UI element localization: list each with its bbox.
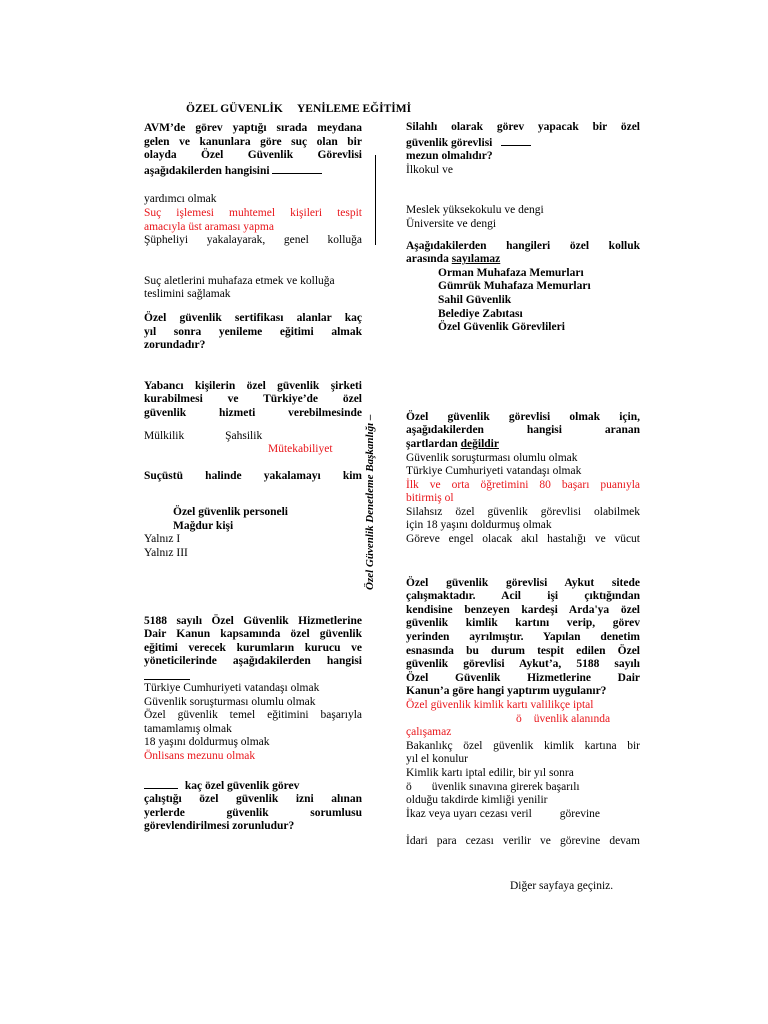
option: ö üvenlik sınavına girerek başarılı [406, 780, 580, 793]
column-divider-top [375, 155, 376, 245]
option: Güvenlik soruşturması olumlu olmak [144, 695, 316, 708]
question-line: yıl sonra yenileme eğitimi almak [144, 325, 362, 338]
option: Göreve engel olacak akıl hastalığı ve vücut [406, 533, 640, 546]
question-line: güvenlik görevlisi [406, 135, 640, 151]
question-line: Silahlı olarak görev yapacak bir özel [406, 121, 640, 133]
question-line: Dair Kanun kapsamında özel güvenlik [144, 628, 362, 641]
option: İkaz veya uyarı cezası veril görevine [406, 807, 601, 820]
option-answer: amacıyla üst araması yapma [144, 220, 274, 233]
question-line: Yabancı kişilerin özel güvenlik şirketi [144, 379, 362, 392]
option-answer: ö üvenlik alanında [516, 712, 611, 725]
list-item: Sahil Güvenlik [438, 293, 512, 306]
question-line: Özel güvenlik görevlisi Aykut sitede [406, 576, 640, 589]
left-column [144, 122, 362, 834]
option: Meslek yüksekokulu ve dengi [406, 204, 544, 217]
option: Özel güvenlik personeli [173, 506, 288, 519]
question-line: Özel güvenlik sertifikası alanlar kaç [144, 311, 362, 324]
option-answer: İlk ve orta öğretimini 80 başarı puanıyla [406, 478, 640, 491]
option-answer: Suç işlemesi muhtemel kişileri tespit [144, 206, 362, 219]
question-line: aşağıdakilerden hangisi aranan [406, 424, 640, 437]
answer-blank [144, 778, 178, 789]
option: için 18 yaşını doldurmuş olmak [406, 519, 552, 532]
right-q3 [406, 411, 640, 547]
question-line: AVM’de görev yaptığı sırada meydana [144, 122, 362, 134]
question-line: Kanun’a göre hangi yaptırım uygulanır? [406, 685, 607, 698]
option: olduğu takdirde kimliği yenilir [406, 794, 548, 807]
question-line: kendisine benzeyen kardeşi Arda'ya özel [406, 603, 640, 616]
question-line: yöneticilerinde aşağıdakilerden hangisi [144, 655, 362, 668]
question-line: yerinden ayrılmıştır. Yapılan denetim [406, 631, 640, 644]
left-q2 [144, 312, 362, 353]
answer-blank [272, 163, 322, 174]
left-q4 [144, 470, 362, 561]
title-right: YENİLEME EĞİTİMİ [297, 103, 412, 115]
blank-line [144, 669, 362, 682]
right-q4 [406, 577, 640, 849]
question-line: mezun olmalıdır? [406, 150, 493, 163]
option: İdari para cezası verilir ve görevine devam [406, 835, 640, 848]
question-line: arasında sayılamaz [406, 253, 501, 266]
list-item: Orman Muhafaza Memurları [438, 266, 584, 279]
option-answer: bitirmiş ol [406, 492, 454, 505]
list-item: Belediye Zabıtası [438, 307, 523, 320]
option: Mağdur kişi [173, 519, 234, 532]
right-q2 [406, 240, 640, 335]
option-answer: çalışamaz [406, 726, 452, 739]
question-line: aşağıdakilerden hangisini [144, 163, 362, 179]
question-line: gelen ve kanunlara göre suç olan bir [144, 135, 362, 148]
option-row [144, 430, 362, 444]
question-line: güvenlik hizmeti verebilmesinde [144, 406, 362, 419]
question-line: kaç özel güvenlik görev [144, 778, 362, 794]
question-line: Özel güvenlik görevlisi olmak için, [406, 410, 640, 423]
option: Silahsız özel güvenlik görevlisi olabilmek [406, 505, 640, 518]
question-line: güvenlik kimlik kartını verip, görev [406, 617, 640, 630]
option: Mülkilik [144, 429, 185, 442]
question-line: çalışmaktadır. Acil işi çıktığından [406, 590, 640, 603]
question-line: yerlerde güvenlik sorumlusu [144, 806, 362, 819]
option: Güvenlik soruşturması olumlu olmak [406, 451, 578, 464]
option: Bakanlıkç özel güvenlik kimlik kartına bir [406, 739, 640, 752]
question-line: Suçüstü halinde yakalamayı kim [144, 469, 362, 482]
right-q1 [406, 121, 640, 232]
question-line: esnasında bu durum tespit edilen Özel [406, 644, 640, 657]
option: Üniversite ve dengi [406, 217, 497, 230]
question-line: Aşağıdakilerden hangileri özel kolluk [406, 239, 640, 252]
answer-blank [144, 669, 190, 680]
option: teslimini sağlamak [144, 288, 231, 301]
question-line: güvenlik görevlisi Aykut’a, 5188 sayılı [406, 658, 640, 671]
list-item: Özel Güvenlik Görevlileri [438, 321, 565, 334]
question-line: olayda Özel Güvenlik Görevlisi [144, 149, 362, 162]
answer-blank [501, 135, 531, 146]
option: yardımcı olmak [144, 193, 217, 206]
list-item: Gümrük Muhafaza Memurları [438, 280, 591, 293]
option: Suç aletlerini muhafaza etmek ve kolluğa [144, 274, 335, 287]
option: Türkiye Cumhuriyeti vatandaşı olmak [406, 465, 582, 478]
option: Yalnız I [144, 533, 181, 546]
option: Özel güvenlik temel eğitimini başarıyla [144, 709, 362, 722]
option: Türkiye Cumhuriyeti vatandaşı olmak [144, 682, 320, 695]
question-line: çalıştığı özel güvenlik izni alınan [144, 793, 362, 806]
option: 18 yaşını doldurmuş olmak [144, 736, 270, 749]
question-line: şartlardan değildir [406, 437, 499, 450]
option: Kimlik kartı iptal edilir, bir yıl sonra [406, 766, 574, 779]
sidebar-vertical-text: Özel Güvenlik Denetleme Başkanlığı – [364, 414, 376, 590]
question-line: kurabilmesi ve Türkiye’de özel [144, 393, 362, 406]
title-left: ÖZEL GÜVENLİK [186, 103, 283, 115]
question-line: görevlendirilmesi zorunludur? [144, 820, 295, 833]
option: Şüpheliyi yakalayarak, genel kolluğa [144, 234, 362, 247]
option: Şahsilik [225, 429, 263, 442]
option: İlkokul ve [406, 163, 453, 176]
option: Yalnız III [144, 547, 188, 560]
option-answer: Önlisans mezunu olmak [144, 750, 256, 762]
question-line: zorundadır? [144, 339, 206, 352]
footer-next-page: Diğer sayfaya geçiniz. [510, 880, 614, 892]
question-line: Özel Güvenlik Hizmetlerine Dair [406, 671, 640, 684]
list [406, 267, 640, 335]
left-q3 [144, 380, 362, 457]
left-q1 [144, 122, 362, 302]
option: yıl el konulur [406, 753, 468, 766]
left-q6 [144, 778, 362, 834]
option-answer: Mütekabiliyet [268, 443, 333, 456]
question-line: eğitimi verecek kurumların kurucu ve [144, 641, 362, 654]
option-answer: Özel güvenlik kimlik kartı valilikçe iptal [406, 699, 594, 711]
right-column [406, 121, 640, 849]
question-line: 5188 sayılı Özel Güvenlik Hizmetlerine [144, 614, 362, 627]
left-q5 [144, 615, 362, 764]
option: tamamlamış olmak [144, 722, 232, 735]
